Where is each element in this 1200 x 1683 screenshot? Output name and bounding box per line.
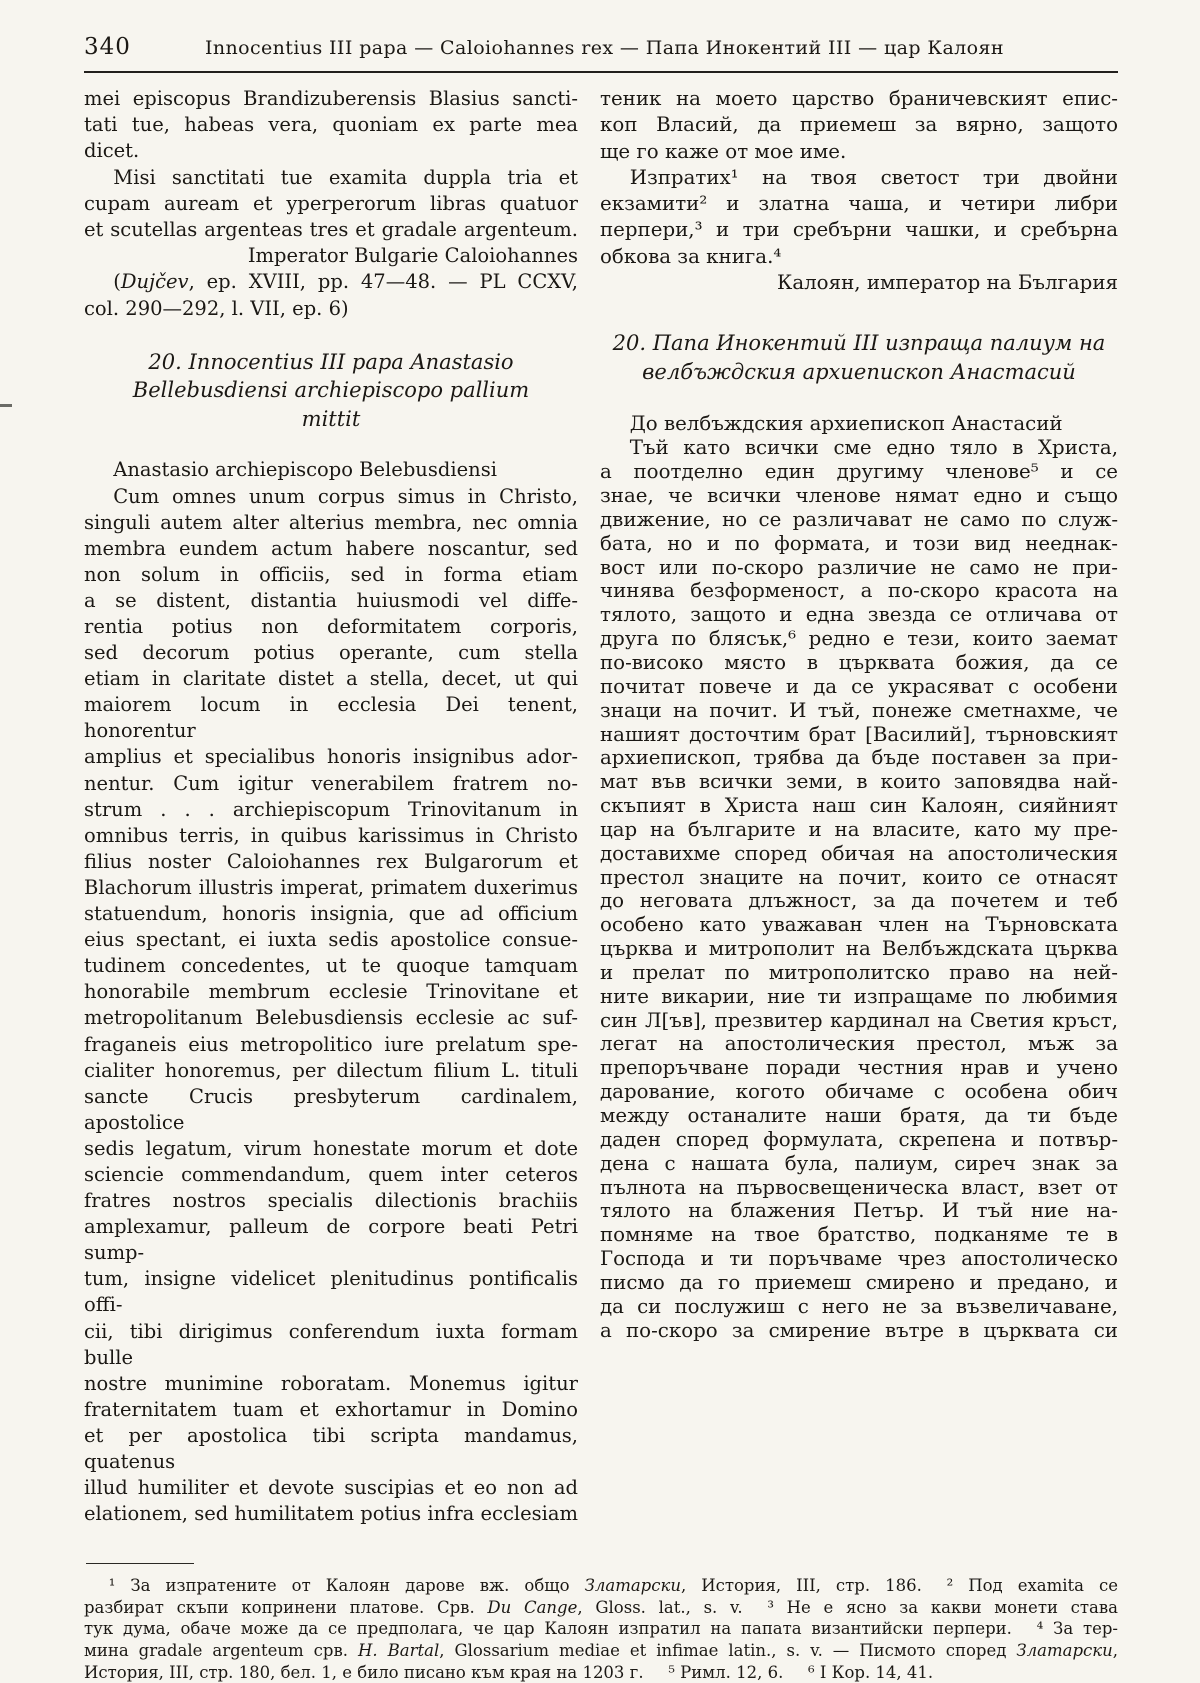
text-line: nostre munimine roboratam. Monemus igitur [84, 1371, 578, 1395]
text-line: strum . . . archiepiscopum Trinovitanum in [84, 797, 578, 821]
text-line: а по-скоро за смирение вътре в църквата си [600, 1318, 1118, 1342]
text-line: cii, tibi dirigimus conferendum iuxta formam bulle [84, 1319, 578, 1369]
text-line: Изпратих¹ на твоя светост три двойни [629, 165, 1118, 189]
text-line: tum, insigne videlicet plenitudinus pontificalis offi- [84, 1267, 578, 1317]
text-line: fraternitatem tuam et exhortamur in Domino [84, 1397, 578, 1421]
text-line: скъпият в Христа наш син Калоян, сияйният [600, 794, 1118, 818]
text-line: църква и митрополит на Велбъждската църква [600, 937, 1118, 961]
page-number: 340 [84, 34, 131, 60]
latin-salutation [84, 457, 578, 483]
footnote-separator-rule [86, 1563, 194, 1564]
text-line: обкова за книга.⁴ [600, 244, 782, 268]
text-line: Господа и ти поръчваме чрез апостолическо [600, 1247, 1118, 1271]
text-line: знае, че всички членове нямат едно и също [600, 484, 1118, 508]
bulgarian-letter-body [600, 436, 1118, 1342]
text-line: Misi sanctitati tue examita duppla tria et [113, 165, 578, 189]
text-line: Cum omnes unum corpus simus in Christo, [113, 484, 578, 508]
text-line: filius noster Caloiohannes rex Bulgarorum et [84, 849, 578, 873]
text-line: да си послужиш с него не за възвеличаване, [600, 1294, 1118, 1318]
text-line: и прелат по митрополитско право на ней- [600, 960, 1118, 984]
text-line: nentur. Cum igitur venerabilem fratrem no- [84, 771, 578, 795]
text-line: движение, но се различават не само по служ- [600, 507, 1118, 531]
text-line: Калоян, император на България [777, 271, 1118, 295]
text-line: honorabile membrum ecclesie Trinovitane et [84, 980, 578, 1004]
text-line: (Dujčev, ep. XVIII, pp. 47—48. — PL CCXV, [113, 270, 578, 294]
text-line: cialiter honoremus, per dilectum filium L. tituli [84, 1058, 578, 1082]
text-line: разбират скъпи копринени платове. Срв. Du Cange, Gloss. lat., s. v. ³ Не е ясно за какви монети става [84, 1597, 1118, 1617]
text-line: между останалите наши братя, да ти бъде [600, 1104, 1118, 1127]
text-line: до неговата длъжност, за да почетем и теб [600, 889, 1118, 913]
text-line: престол знаците на почит, които се отнасят [600, 865, 1118, 889]
text-line: sed decorum potius operante, cum stella [84, 641, 578, 665]
text-line: etiam in claritate distet a stella, decet, ut qui [84, 667, 578, 691]
text-line: non solum in officiis, sed in forma etiam [84, 562, 578, 586]
text-line: ните викарии, ние ти изпращаме по любимия [600, 984, 1118, 1008]
text-line: писмо да го приемеш смирено и предано, и [600, 1270, 1118, 1294]
text-line: помняме на твое братство, подканяме те в [600, 1223, 1118, 1247]
text-line: дарование, когото обичаме с особена обич [600, 1080, 1118, 1104]
text-line: tudinem concedentes, ut te quoque tamquam [84, 954, 578, 978]
text-line: екзамити² и златна чаша, и четири либри [600, 192, 1118, 216]
text-line: membra eundem actum habere noscantur, sed [84, 536, 578, 560]
text-line: sciencie commendandum, quem inter ceteros [84, 1162, 578, 1186]
text-line: знаци на почит. И тъй, понеже сметнахме, че [600, 698, 1118, 722]
bulgarian-letter-end [600, 86, 1118, 296]
text-line: препоръчване поради честния нрав и учено [600, 1056, 1118, 1080]
text-line: мина gradale argenteum срв. H. Bartal, Glossarium mediae et infimae latin., s. v. — Писмото според Златарски, [84, 1641, 1118, 1661]
text-line: sedis legatum, virum honestate morum et dote [84, 1136, 578, 1160]
text-line: велбъждския архиепископ Анастасий [642, 359, 1076, 384]
text-line: 20. Папа Инокентий III изпраща палиум на [612, 331, 1106, 356]
text-line: metropolitanum Belebusdiensis ecclesie ac suf- [84, 1006, 578, 1030]
text-line: особено като уважаван член на Търновската [600, 913, 1118, 937]
text-line: amplexamur, palleum de corpore beati Petri sump- [84, 1215, 578, 1265]
text-line: тялото на блажения Петър. И тъй ние на- [600, 1199, 1118, 1223]
text-line: omnibus terris, in quibus karissimus in Christo [84, 823, 578, 847]
text-line: син Л[ъв], презвитер кардинал на Светия кръст, [600, 1008, 1118, 1032]
text-line: tati tue, habeas vera, quoniam ex parte mea [84, 113, 578, 137]
text-line: по-високо място в църквата божия, да се [600, 650, 1118, 674]
text-line: mittit [301, 406, 361, 431]
text-line: чинява безформеност, а по-скоро красота на [600, 579, 1118, 603]
running-header-title: Innocentius III papa — Caloiohannes rex — Папа Инокентий III — цар Калоян [204, 37, 1004, 59]
text-line: illud humiliter et devote suscipias et eo non ad [84, 1476, 578, 1500]
text-line: singuli autem alter alterius membra, nec omnia [84, 510, 578, 534]
text-line: тук дума, обаче може да се предполага, че цар Калоян изпратил на папата византийски перпери. ⁴ За тер- [84, 1619, 1118, 1639]
text-line: eius spectant, ei iuxta sedis apostolice consue- [84, 928, 578, 952]
text-line: друга по блясък,⁶ редно е тези, които заемат [600, 627, 1118, 651]
text-line: amplius et specialibus honoris insignibus ador- [84, 745, 578, 769]
text-line: нашият досточтим брат [Василий], търновският [600, 722, 1118, 746]
text-line: fratres nostros specialis dilectionis brachiis [84, 1189, 578, 1213]
footnote-text [84, 1575, 1118, 1683]
scan-margin-tick [0, 404, 12, 407]
text-line: ¹ За изпратените от Калоян дарове вж. общо Златарски, История, III, стр. 186. ² Под examita се [108, 1576, 1118, 1596]
text-line: 20. Innocentius III papa Anastasio [148, 349, 514, 374]
text-line: et scutellas argenteas tres et gradale argenteum. [84, 218, 578, 242]
text-line: statuendum, honoris insignia, que ad officium [84, 902, 578, 926]
text-line: дена с нашата була, палиум, сиреч знак за [600, 1151, 1118, 1175]
bulgarian-column [600, 86, 1118, 1527]
text-line: rentia potius non deformitatem corporis, [84, 615, 578, 638]
text-line: цар на българите и на власите, като му пре- [600, 817, 1118, 841]
latin-section-heading [90, 348, 572, 434]
text-line: Blachorum illustris imperat, primatem duxerimus [84, 875, 578, 899]
text-line: коп Власий, да приемеш за вярно, защото [600, 113, 1118, 137]
text-line: et per apostolica tibi scripta mandamus, quatenus [84, 1423, 578, 1473]
text-line: ще го каже от мое име. [600, 139, 847, 163]
text-line: легат на апостолическия престол, мъж за [600, 1032, 1118, 1056]
text-line: a se distent, distantia huiusmodi vel diffe- [84, 588, 578, 612]
text-line: бата, но и по формата, и този вид нееднак- [600, 531, 1118, 555]
text-line: даден според формулата, скрепена и потвър- [600, 1127, 1118, 1151]
text-line: maiorem locum in ecclesia Dei tenent, honorentur [84, 693, 578, 743]
text-line: fraganeis eius metropolitico iure prelatum spe- [84, 1032, 578, 1056]
two-column-text [84, 86, 1118, 1527]
text-line: col. 290—292, l. VII, ep. 6) [84, 296, 349, 320]
footnotes-section [84, 1563, 1118, 1683]
text-line: перпери,³ и три сребърни чашки, и сребърна [600, 218, 1118, 242]
latin-letter-end [84, 86, 578, 322]
text-line: вост или по-скоро различие не само не при- [600, 555, 1118, 579]
text-line: Anastasio archiepiscopo Belebusdiensi [113, 458, 497, 482]
text-line: mei episcopus Brandizuberensis Blasius sancti- [84, 87, 578, 110]
text-line: cupam auream et yperperorum libras quatuor [84, 191, 578, 215]
latin-letter-body [84, 484, 578, 1528]
bulgarian-salutation [600, 412, 1118, 436]
text-line: До велбъждския архиепископ Анастасий [629, 412, 1063, 436]
page-header [84, 34, 1118, 60]
text-line: а поотделно един другиму членове⁵ и се [600, 460, 1118, 484]
text-line: sancte Crucis presbyterum cardinalem, apostolice [84, 1084, 578, 1134]
header-rule [84, 71, 1118, 73]
text-line: мат във всички земи, в които заповядва най- [600, 770, 1118, 794]
text-line: архиепископ, трябва да бъде поставен за при- [600, 746, 1118, 770]
text-line: elationem, sed humilitatem potius infra ecclesiam [84, 1502, 579, 1526]
latin-column [84, 86, 578, 1527]
text-line: Imperator Bulgarie Caloiohannes [247, 244, 578, 268]
text-line: пълнота на първосвещеническа власт, взет от [600, 1175, 1118, 1199]
text-line: Тъй като всички сме едно тяло в Христа, [629, 436, 1118, 460]
text-line: История, III, стр. 180, бел. 1, е било писано към края на 1203 г. ⁵ Римл. 12, 6. ⁶ I Кор. 14, 41. [84, 1662, 934, 1682]
text-line: тялото, защото и една звезда се отличава от [600, 603, 1118, 627]
bulgarian-section-heading [604, 329, 1114, 386]
text-line: почитат повече и да се украсяват с особени [600, 674, 1118, 698]
text-line: теник на моето царство браничевският епис- [600, 87, 1118, 110]
text-line: доставихме според обичая на апостолическия [600, 841, 1118, 865]
text-line: Bellebusdiensi archiepiscopo pallium [132, 378, 530, 403]
text-line: dicet. [84, 139, 140, 163]
